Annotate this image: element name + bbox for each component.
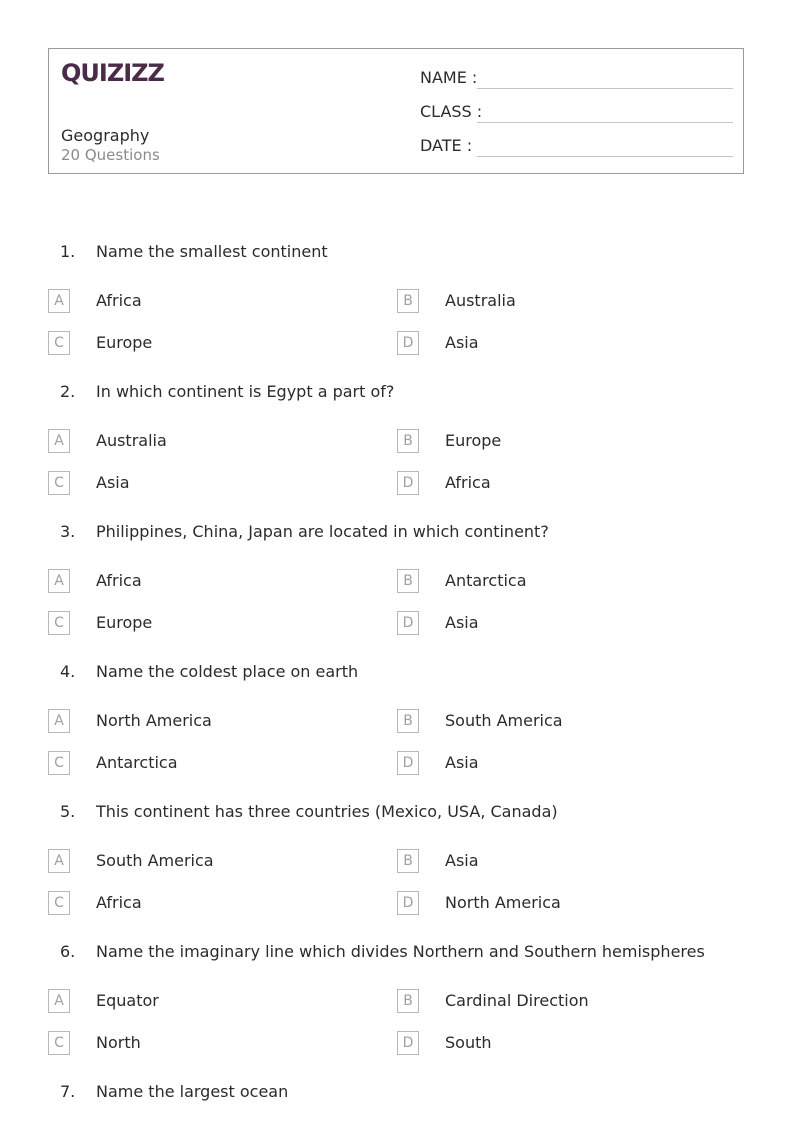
worksheet-title: Geography xyxy=(61,126,150,145)
option-text: Asia xyxy=(445,333,479,352)
option-text: South xyxy=(445,1033,492,1052)
question-number: 7. xyxy=(60,1082,76,1101)
option-text: Asia xyxy=(96,473,130,492)
option-letter-box[interactable]: C xyxy=(48,611,70,635)
option-letter-box[interactable]: C xyxy=(48,331,70,355)
option-text: Africa xyxy=(445,473,491,492)
answer-option[interactable] xyxy=(48,569,348,593)
class-label: CLASS : xyxy=(420,102,483,121)
option-letter-box[interactable]: D xyxy=(397,611,419,635)
answer-option[interactable] xyxy=(48,891,348,915)
option-letter-box[interactable]: A xyxy=(48,289,70,313)
option-letter-box[interactable]: C xyxy=(48,471,70,495)
question-number: 4. xyxy=(60,662,76,681)
answer-option[interactable] xyxy=(48,611,348,635)
option-letter-box[interactable]: C xyxy=(48,751,70,775)
option-letter-box[interactable]: B xyxy=(397,709,419,733)
answer-option[interactable] xyxy=(48,709,348,733)
answer-option[interactable] xyxy=(48,989,348,1013)
answer-option[interactable] xyxy=(48,471,348,495)
answer-option[interactable] xyxy=(397,569,697,593)
option-letter-box[interactable]: B xyxy=(397,289,419,313)
answer-option[interactable] xyxy=(397,331,697,355)
answer-option[interactable] xyxy=(397,891,697,915)
answer-option[interactable] xyxy=(397,471,697,495)
option-text: Europe xyxy=(96,333,153,352)
answer-option[interactable] xyxy=(48,751,348,775)
option-letter-box[interactable]: D xyxy=(397,751,419,775)
answer-option[interactable] xyxy=(397,989,697,1013)
option-letter-box[interactable]: B xyxy=(397,429,419,453)
option-text: North America xyxy=(96,711,212,730)
question-number: 5. xyxy=(60,802,76,821)
option-letter-box[interactable]: A xyxy=(48,429,70,453)
option-letter-box[interactable]: A xyxy=(48,989,70,1013)
question-text: This continent has three countries (Mexico, USA, Canada) xyxy=(96,802,558,821)
option-text: South America xyxy=(445,711,563,730)
option-text: Australia xyxy=(445,291,516,310)
question-text: Name the coldest place on earth xyxy=(96,662,359,681)
answer-option[interactable] xyxy=(397,1031,697,1055)
option-letter-box[interactable]: A xyxy=(48,709,70,733)
question-number: 6. xyxy=(60,942,76,961)
question-text: Name the imaginary line which divides Northern and Southern hemispheres xyxy=(96,942,705,961)
option-letter-box[interactable]: B xyxy=(397,569,419,593)
answer-option[interactable] xyxy=(48,849,348,873)
option-text: Africa xyxy=(96,291,142,310)
name-field[interactable] xyxy=(420,68,733,92)
question-number: 3. xyxy=(60,522,76,541)
question-text: In which continent is Egypt a part of? xyxy=(96,382,395,401)
option-letter-box[interactable]: C xyxy=(48,891,70,915)
answer-option[interactable] xyxy=(397,709,697,733)
question-text: Name the largest ocean xyxy=(96,1082,289,1101)
option-letter-box[interactable]: D xyxy=(397,891,419,915)
option-letter-box[interactable]: A xyxy=(48,569,70,593)
option-letter-box[interactable]: D xyxy=(397,331,419,355)
option-text: Asia xyxy=(445,753,479,772)
option-text: Europe xyxy=(445,431,502,450)
answer-option[interactable] xyxy=(397,849,697,873)
answer-option[interactable] xyxy=(48,289,348,313)
date-field[interactable] xyxy=(420,136,733,160)
question-text: Philippines, China, Japan are located in which continent? xyxy=(96,522,549,541)
question-text: Name the smallest continent xyxy=(96,242,328,261)
option-letter-box[interactable]: B xyxy=(397,849,419,873)
name-label: NAME : xyxy=(420,68,478,87)
option-text: Africa xyxy=(96,893,142,912)
option-text: Asia xyxy=(445,613,479,632)
option-letter-box[interactable]: B xyxy=(397,989,419,1013)
answer-option[interactable] xyxy=(48,429,348,453)
option-letter-box[interactable]: D xyxy=(397,471,419,495)
answer-option[interactable] xyxy=(48,1031,348,1055)
option-text: North xyxy=(96,1033,141,1052)
answer-option[interactable] xyxy=(397,289,697,313)
question-number: 2. xyxy=(60,382,76,401)
answer-option[interactable] xyxy=(397,751,697,775)
question-count: 20 Questions xyxy=(61,146,160,164)
option-text: North America xyxy=(445,893,561,912)
date-line[interactable] xyxy=(477,156,733,157)
option-text: Equator xyxy=(96,991,159,1010)
option-letter-box[interactable]: A xyxy=(48,849,70,873)
option-letter-box[interactable]: D xyxy=(397,1031,419,1055)
option-text: Asia xyxy=(445,851,479,870)
option-text: Europe xyxy=(96,613,153,632)
option-text: South America xyxy=(96,851,214,870)
date-label: DATE : xyxy=(420,136,473,155)
question-number: 1. xyxy=(60,242,76,261)
class-line[interactable] xyxy=(477,122,733,123)
name-line[interactable] xyxy=(477,88,733,89)
option-letter-box[interactable]: C xyxy=(48,1031,70,1055)
answer-option[interactable] xyxy=(397,611,697,635)
worksheet-header xyxy=(48,48,744,174)
option-text: Antarctica xyxy=(445,571,527,590)
quizizz-logo: QUIZIZZ xyxy=(61,59,164,87)
class-field[interactable] xyxy=(420,102,733,126)
option-text: Cardinal Direction xyxy=(445,991,589,1010)
answer-option[interactable] xyxy=(48,331,348,355)
option-text: Antarctica xyxy=(96,753,178,772)
answer-option[interactable] xyxy=(397,429,697,453)
option-text: Australia xyxy=(96,431,167,450)
option-text: Africa xyxy=(96,571,142,590)
